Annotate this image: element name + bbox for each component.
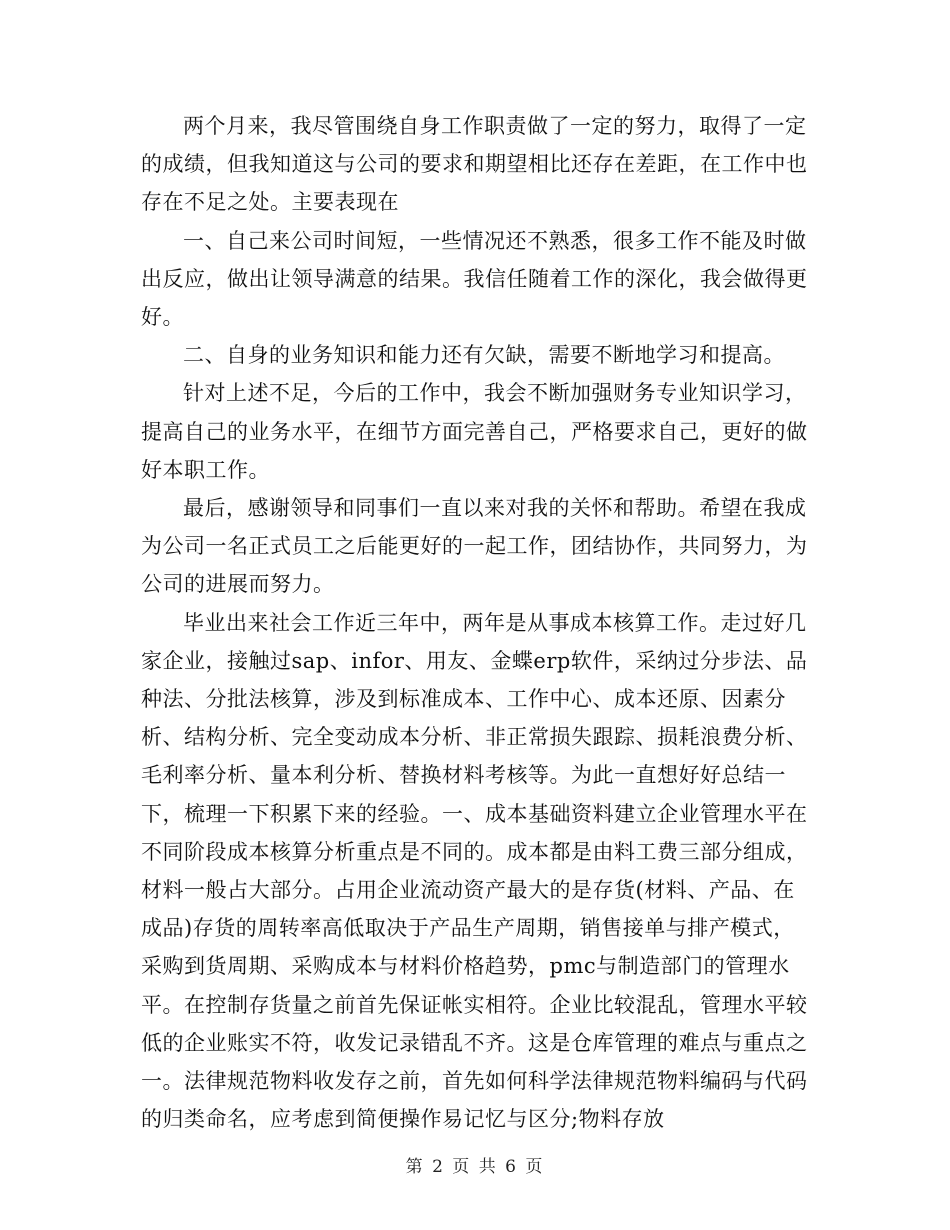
page-number-footer: 第 2 页 共 6 页 xyxy=(405,1157,545,1177)
paragraph-point-two: 二、自身的业务知识和能力还有欠缺，需要不断地学习和提高。 xyxy=(183,343,785,368)
paragraph-thanks: 最后，感谢领导和同事们一直以来对我的关怀和帮助。希望在我成为公司一名正式员工之后能更好的一起工作，团结协作，共同努力，为公司的进展而努力。 xyxy=(141,496,808,597)
paragraph-cost-accounting: 毕业出来社会工作近三年中，两年是从事成本核算工作。走过好几家企业，接触过sap、infor、用友、金蝶erp软件，采纳过分步法、品种法、分批法核算，涉及到标准成本、工作中心、成本还原、因素分析、结构分析、完全变动成本分析、非正常损失跟踪、损耗浪费分析、毛利率分析、量本利分析、替换材料考核等。为此一直想好好总结一下，梳理一下积累下来的经验。一、成本基础资料建立企业管理水平在不同阶段成本核算分析重点是不同的。成本都是由料工费三部分组成，材料一般占大部分。占用企业流动资产最大的是存货(材料、产品、在成品)存货的周转率高低取决于产品生产周期，销售接单与排产模式，采购到货周期、采购成本与材料价格趋势，pmc与制造部门的管理水平。在控制存货量之前首先保证帐实相符。企业比较混乱，管理水平较低的企业账实不符，收发记录错乱不齐。这是仓库管理的难点与重点之一。法律规范物料收发存之前，首先如何科学法律规范物料编码与代码的归类命名，应考虑到简便操作易记忆与区分;物料存放 xyxy=(141,610,808,1132)
document-body xyxy=(141,107,813,1138)
paragraph-improvement: 针对上述不足，今后的工作中，我会不断加强财务专业知识学习，提高自己的业务水平，在细节方面完善自己，严格要求自己，更好的做好本职工作。 xyxy=(141,381,808,482)
paragraph-point-one: 一、自己来公司时间短，一些情况还不熟悉，很多工作不能及时做出反应，做出让领导满意的结果。我信任随着工作的深化，我会做得更好。 xyxy=(141,228,808,330)
paragraph-summary: 两个月来，我尽管围绕自身工作职责做了一定的努力，取得了一定的成绩，但我知道这与公司的要求和期望相比还存在差距，在工作中也存在不足之处。主要表现在 xyxy=(141,114,808,215)
